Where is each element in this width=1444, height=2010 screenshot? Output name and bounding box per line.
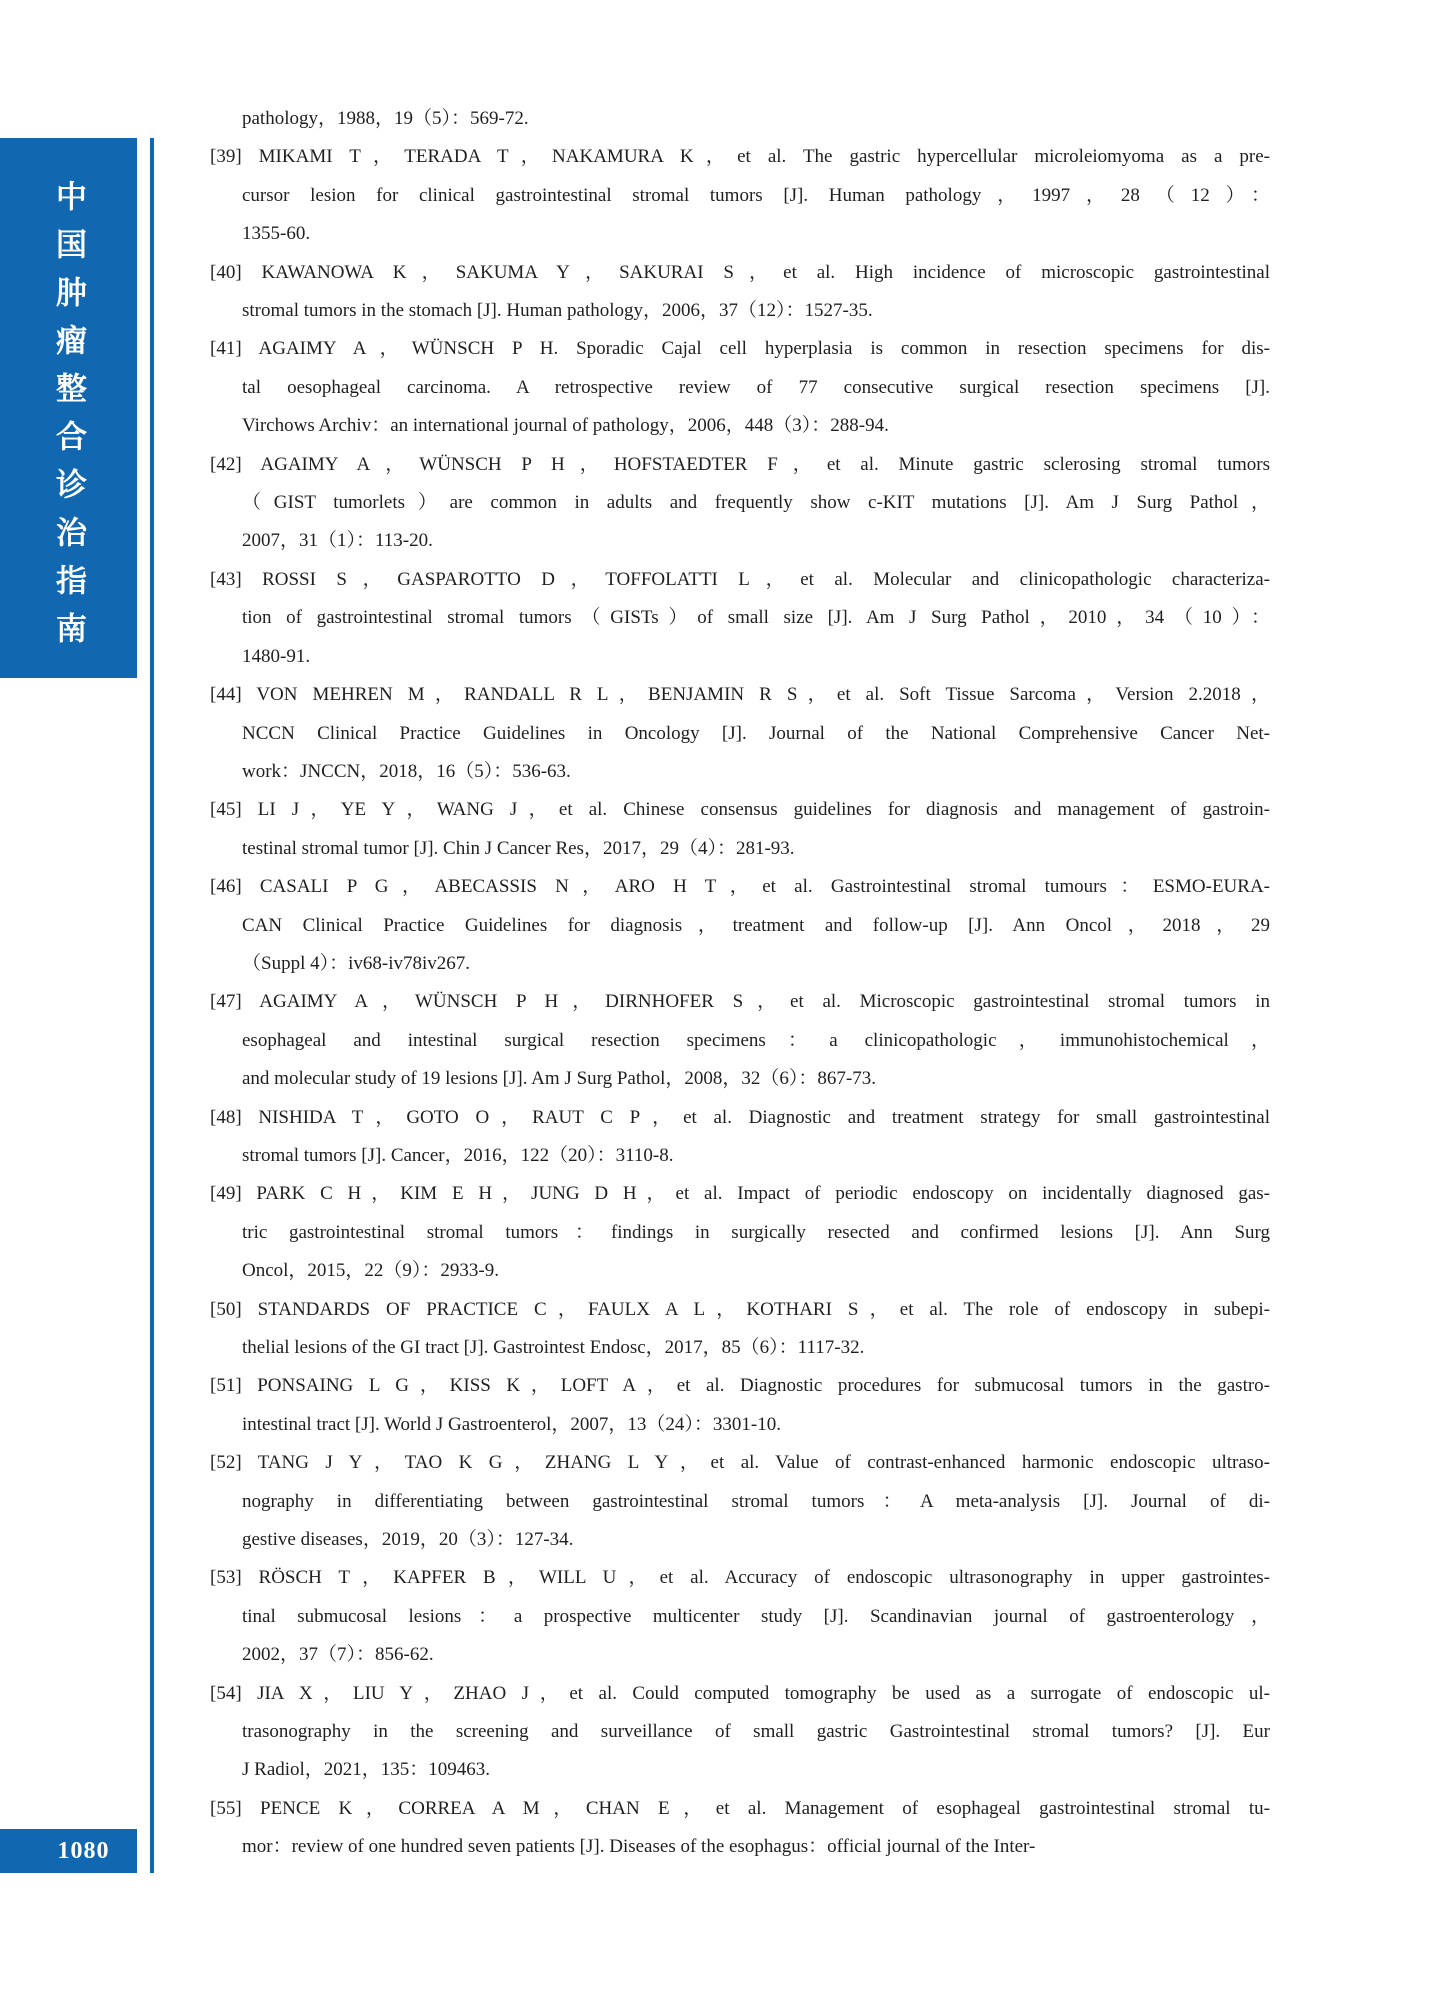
reference-line-first: [47] AGAIMY A，WÜNSCH P H，DIRNHOFER S，et al. Microscopic gastrointestinal stromal tumors in [210, 991, 1270, 1013]
reference-line: （GIST tumorlets）are common in adults and frequently show c-KIT mutations [J]. Am J Surg Pathol， [242, 492, 1270, 514]
reference-line-first: [53] RÖSCH T，KAPFER B，WILL U，et al. Accuracy of endoscopic ultrasonography in upper gastrointes- [210, 1567, 1270, 1589]
vertical-divider [150, 138, 154, 1873]
reference-line: work：JNCCN，2018，16（5）：536-63. [242, 760, 571, 782]
reference-line: 1355-60. [242, 223, 311, 245]
reference-line: NCCN Clinical Practice Guidelines in Oncology [J]. Journal of the National Comprehensive Cancer Net- [242, 722, 1270, 744]
reference-line: pathology，1988，19（5）：569-72. [242, 108, 529, 129]
reference-line: tinal submucosal lesions：a prospective multicenter study [J]. Scandinavian journal of gastroenterology， [242, 1605, 1270, 1627]
reference-entry [210, 983, 1270, 1098]
page-number: 1080 [57, 1837, 110, 1864]
reference-line-first: [51] PONSAING L G，KISS K，LOFT A，et al. Diagnostic procedures for submucosal tumors in the gastro- [210, 1375, 1270, 1397]
reference-line-first: [39] MIKAMI T，TERADA T，NAKAMURA K，et al. The gastric hypercellular microleiomyoma as a pre- [210, 146, 1270, 168]
reference-line: Oncol，2015，22（9）：2933-9. [242, 1260, 500, 1282]
sidebar-vertical-title: 中国肿瘤整合诊治指南 [50, 180, 86, 660]
reference-line-first: [43] ROSSI S，GASPAROTTO D，TOFFOLATTI L，et al. Molecular and clinicopathologic characteriza- [210, 568, 1270, 590]
reference-line: tal oesophageal carcinoma. A retrospective review of 77 consecutive surgical resection specimens [J]. [242, 376, 1270, 398]
reference-entry [210, 791, 1270, 868]
reference-entry [210, 676, 1270, 791]
reference-line: tion of gastrointestinal stromal tumors（GISTs）of small size [J]. Am J Surg Pathol，2010，34（10）： [242, 607, 1270, 629]
reference-line-first: [48] NISHIDA T，GOTO O，RAUT C P，et al. Diagnostic and treatment strategy for small gastrointestinal [210, 1106, 1270, 1128]
reference-entry [210, 1099, 1270, 1176]
reference-entry [210, 1675, 1270, 1790]
reference-line: esophageal and intestinal surgical resection specimens：a clinicopathologic，immunohistochemical， [242, 1029, 1270, 1051]
reference-line-first: [49] PARK C H，KIM E H，JUNG D H，et al. Impact of periodic endoscopy on incidentally diagnosed gas- [210, 1183, 1270, 1205]
page-number-badge [0, 1829, 137, 1873]
reference-entry [210, 1291, 1270, 1368]
reference-entry [210, 138, 1270, 253]
reference-line: stromal tumors in the stomach [J]. Human pathology，2006，37（12）：1527-35. [242, 300, 873, 322]
reference-line: trasonography in the screening and surveillance of small gastric Gastrointestinal stromal tumors? [J]. Eur [242, 1721, 1270, 1743]
reference-line-first: [50] STANDARDS OF PRACTICE C，FAULX A L，KOTHARI S，et al. The role of endoscopy in subepi- [210, 1298, 1270, 1320]
reference-line: tric gastrointestinal stromal tumors：findings in surgically resected and confirmed lesions [J]. Ann Surg [242, 1221, 1270, 1243]
reference-entry [210, 1175, 1270, 1290]
reference-line-first: [55] PENCE K，CORREA A M，CHAN E，et al. Management of esophageal gastrointestinal stromal tu- [210, 1797, 1270, 1819]
reference-entry [210, 1559, 1270, 1674]
reference-entry [210, 1367, 1270, 1444]
reference-line-first: [42] AGAIMY A，WÜNSCH P H，HOFSTAEDTER F，et al. Minute gastric sclerosing stromal tumors [210, 453, 1270, 475]
reference-line-first: [40] KAWANOWA K，SAKUMA Y，SAKURAI S，et al. High incidence of microscopic gastrointestinal [210, 261, 1270, 283]
reference-line: nography in differentiating between gastrointestinal stromal tumors：A meta-analysis [J]. Journal of di- [242, 1490, 1270, 1512]
references-list [210, 100, 1270, 1867]
reference-line: CAN Clinical Practice Guidelines for diagnosis，treatment and follow-up [J]. Ann Oncol，2018，29 [242, 914, 1270, 936]
reference-entry [210, 330, 1270, 445]
reference-line: mor：review of one hundred seven patients [J]. Diseases of the esophagus：official journal of the Inter- [242, 1836, 1036, 1858]
reference-line-first: [45] LI J，YE Y，WANG J，et al. Chinese consensus guidelines for diagnosis and management of gastroin- [210, 799, 1270, 821]
reference-entry [210, 1790, 1270, 1867]
reference-line: J Radiol，2021，135：109463. [242, 1759, 491, 1781]
reference-line-first: [46] CASALI P G，ABECASSIS N，ARO H T，et al. Gastrointestinal stromal tumours：ESMO-EURA- [210, 876, 1270, 898]
reference-line-first: [41] AGAIMY A，WÜNSCH P H. Sporadic Cajal cell hyperplasia is common in resection specimens for dis- [210, 338, 1270, 360]
reference-line: stromal tumors [J]. Cancer，2016，122（20）：3110-8. [242, 1144, 674, 1166]
reference-line: intestinal tract [J]. World J Gastroenterol，2007，13（24）：3301-10. [242, 1413, 782, 1435]
reference-line: and molecular study of 19 lesions [J]. Am J Surg Pathol，2008，32（6）：867-73. [242, 1068, 877, 1090]
reference-entry [210, 561, 1270, 676]
reference-line-first: [54] JIA X，LIU Y，ZHAO J，et al. Could computed tomography be used as a surrogate of endoscopic ul- [210, 1682, 1270, 1704]
sidebar-banner [0, 138, 137, 678]
reference-entry [210, 254, 1270, 331]
reference-entry [210, 446, 1270, 561]
reference-line-first: [44] VON MEHREN M，RANDALL R L，BENJAMIN R S，et al. Soft Tissue Sarcoma，Version 2.2018， [210, 684, 1270, 706]
reference-line: （Suppl 4）：iv68-iv78iv267. [242, 952, 471, 974]
reference-line: thelial lesions of the GI tract [J]. Gastrointest Endosc，2017，85（6）：1117-32. [242, 1337, 865, 1358]
reference-line: gestive diseases，2019，20（3）：127-34. [242, 1529, 574, 1551]
reference-entry [210, 1444, 1270, 1559]
reference-line: Virchows Archiv：an international journal of pathology，2006，448（3）：288-94. [242, 415, 889, 437]
reference-entry [210, 100, 1270, 138]
reference-line: 2007，31（1）：113-20. [242, 530, 433, 552]
reference-line: cursor lesion for clinical gastrointestinal stromal tumors [J]. Human pathology，1997，28（12）： [242, 184, 1270, 206]
reference-line: 1480-91. [242, 645, 311, 667]
reference-line: 2002，37（7）：856-62. [242, 1644, 434, 1666]
reference-line-first: [52] TANG J Y，TAO K G，ZHANG L Y，et al. Value of contrast-enhanced harmonic endoscopic ultraso- [210, 1452, 1270, 1474]
reference-entry [210, 868, 1270, 983]
reference-line: testinal stromal tumor [J]. Chin J Cancer Res，2017，29（4）：281-93. [242, 837, 795, 859]
